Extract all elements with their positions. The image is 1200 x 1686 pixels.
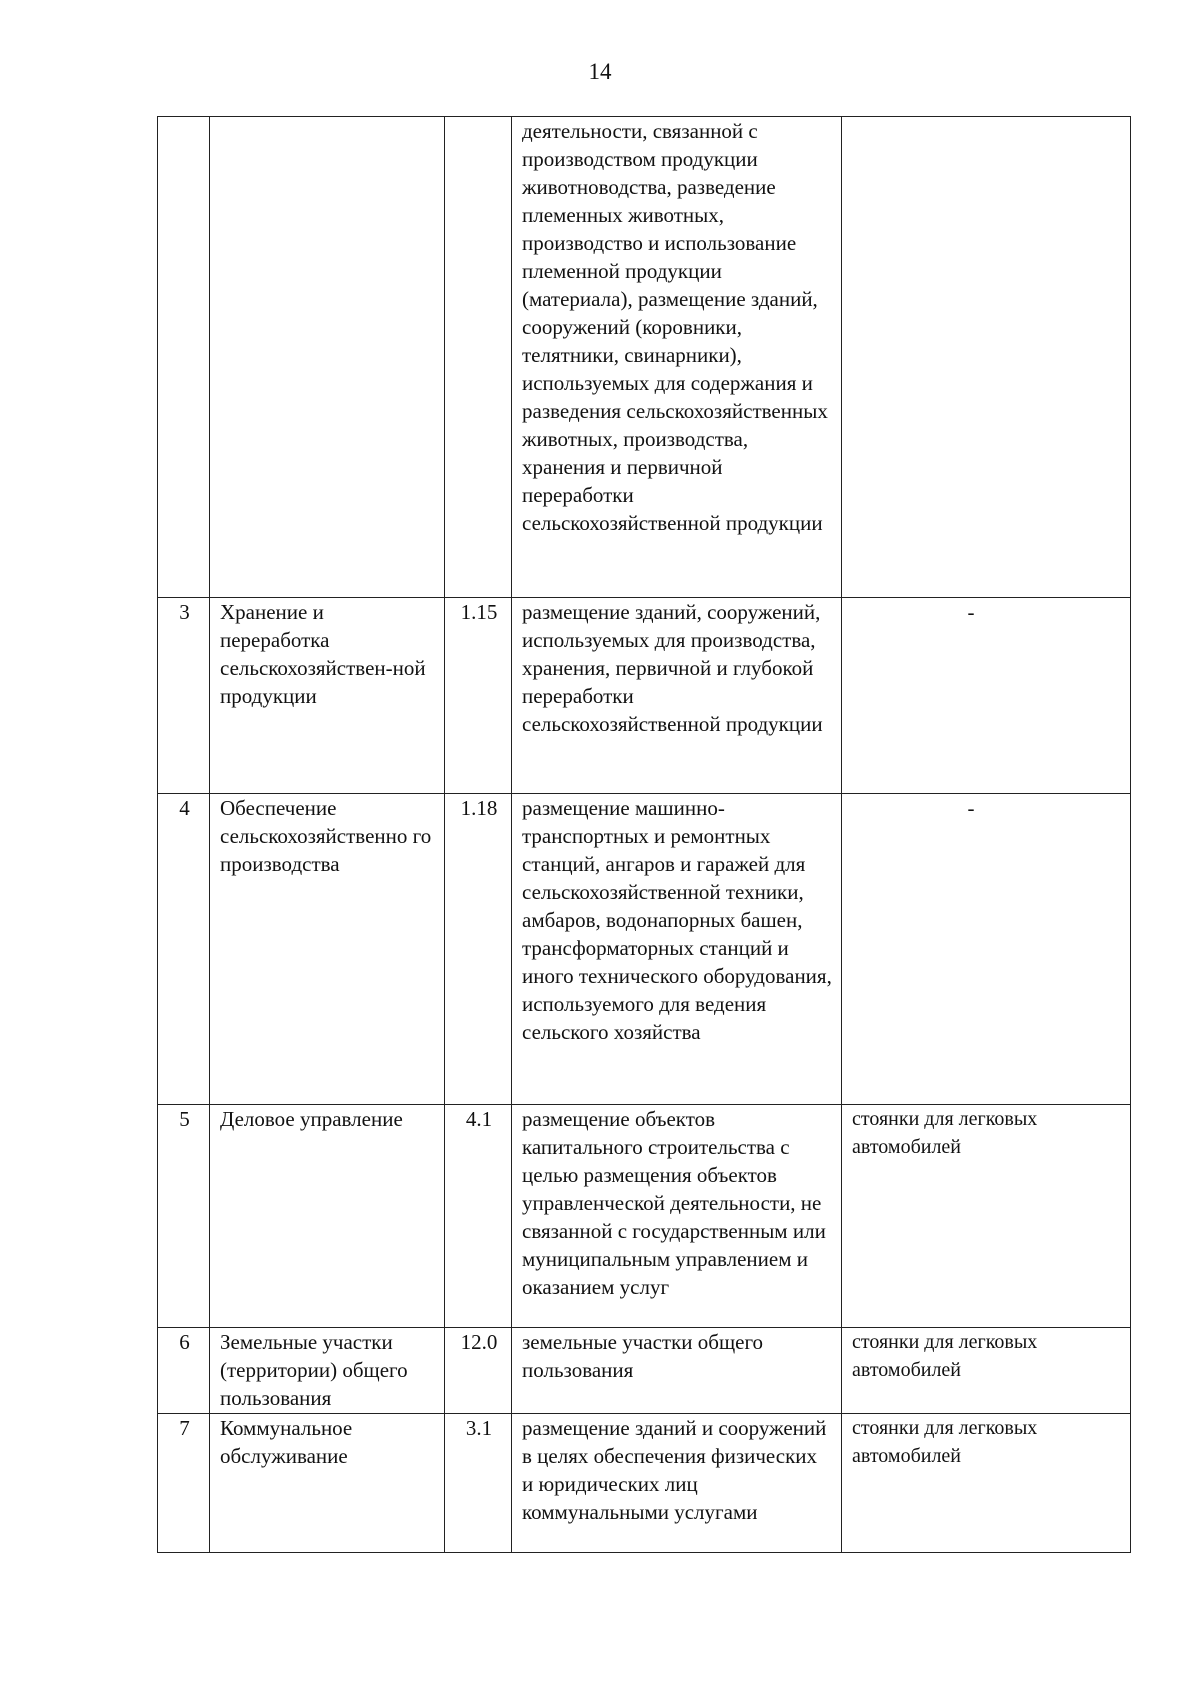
auxiliary-use: - bbox=[842, 794, 1131, 1105]
table-row bbox=[158, 1414, 1131, 1553]
use-type-description: размещение зданий, сооружений, используемых для производства, хранения, первичной и глубокой переработки сельскохозяйственной продукции bbox=[512, 598, 842, 794]
use-type-name: Коммунальное обслуживание bbox=[210, 1414, 445, 1553]
row-number: 3 bbox=[158, 598, 210, 794]
use-type-name: Обеспечение сельскохозяйственно го производства bbox=[210, 794, 445, 1105]
auxiliary-use: - bbox=[842, 598, 1131, 794]
use-type-description: деятельности, связанной с производством продукции животноводства, разведение племенных животных, производство и использование племенной продукции (материала), размещение зданий, сооружений (коровники, телятники, свинарники), используемых для содержания и разведения сельскохозяйственных животных, производства, хранения и первичной переработки сельскохозяйственной продукции bbox=[512, 117, 842, 598]
table-row bbox=[158, 598, 1131, 794]
use-type-code: 1.18 bbox=[445, 794, 512, 1105]
row-number: 5 bbox=[158, 1105, 210, 1328]
auxiliary-use: стоянки для легковых автомобилей bbox=[842, 1328, 1131, 1414]
table-row bbox=[158, 794, 1131, 1105]
table-row bbox=[158, 1328, 1131, 1414]
table-row bbox=[158, 117, 1131, 598]
row-number bbox=[158, 117, 210, 598]
use-type-name: Хранение и переработка сельскохозяйствен-ной продукции bbox=[210, 598, 445, 794]
use-type-code: 12.0 bbox=[445, 1328, 512, 1414]
use-type-code: 4.1 bbox=[445, 1105, 512, 1328]
auxiliary-use: стоянки для легковых автомобилей bbox=[842, 1414, 1131, 1553]
row-number: 7 bbox=[158, 1414, 210, 1553]
use-type-code: 3.1 bbox=[445, 1414, 512, 1553]
use-type-description: размещение зданий и сооружений в целях обеспечения физических и юридических лиц коммунальными услугами bbox=[512, 1414, 842, 1553]
auxiliary-use: стоянки для легковых автомобилей bbox=[842, 1105, 1131, 1328]
use-type-code: 1.15 bbox=[445, 598, 512, 794]
land-use-table bbox=[157, 116, 1131, 1553]
use-type-description: земельные участки общего пользования bbox=[512, 1328, 842, 1414]
use-type-code bbox=[445, 117, 512, 598]
use-type-description: размещение машинно-транспортных и ремонтных станций, ангаров и гаражей для сельскохозяйственной техники, амбаров, водонапорных башен, трансформаторных станций и иного технического оборудования, используемого для ведения сельского хозяйства bbox=[512, 794, 842, 1105]
table-row bbox=[158, 1105, 1131, 1328]
row-number: 6 bbox=[158, 1328, 210, 1414]
use-type-name: Деловое управление bbox=[210, 1105, 445, 1328]
use-type-description: размещение объектов капитального строительства с целью размещения объектов управленческой деятельности, не связанной с государственным или муниципальным управлением и оказанием услуг bbox=[512, 1105, 842, 1328]
use-type-name bbox=[210, 117, 445, 598]
row-number: 4 bbox=[158, 794, 210, 1105]
auxiliary-use bbox=[842, 117, 1131, 598]
use-type-name: Земельные участки (территории) общего пользования bbox=[210, 1328, 445, 1414]
page-number: 14 bbox=[588, 59, 612, 84]
